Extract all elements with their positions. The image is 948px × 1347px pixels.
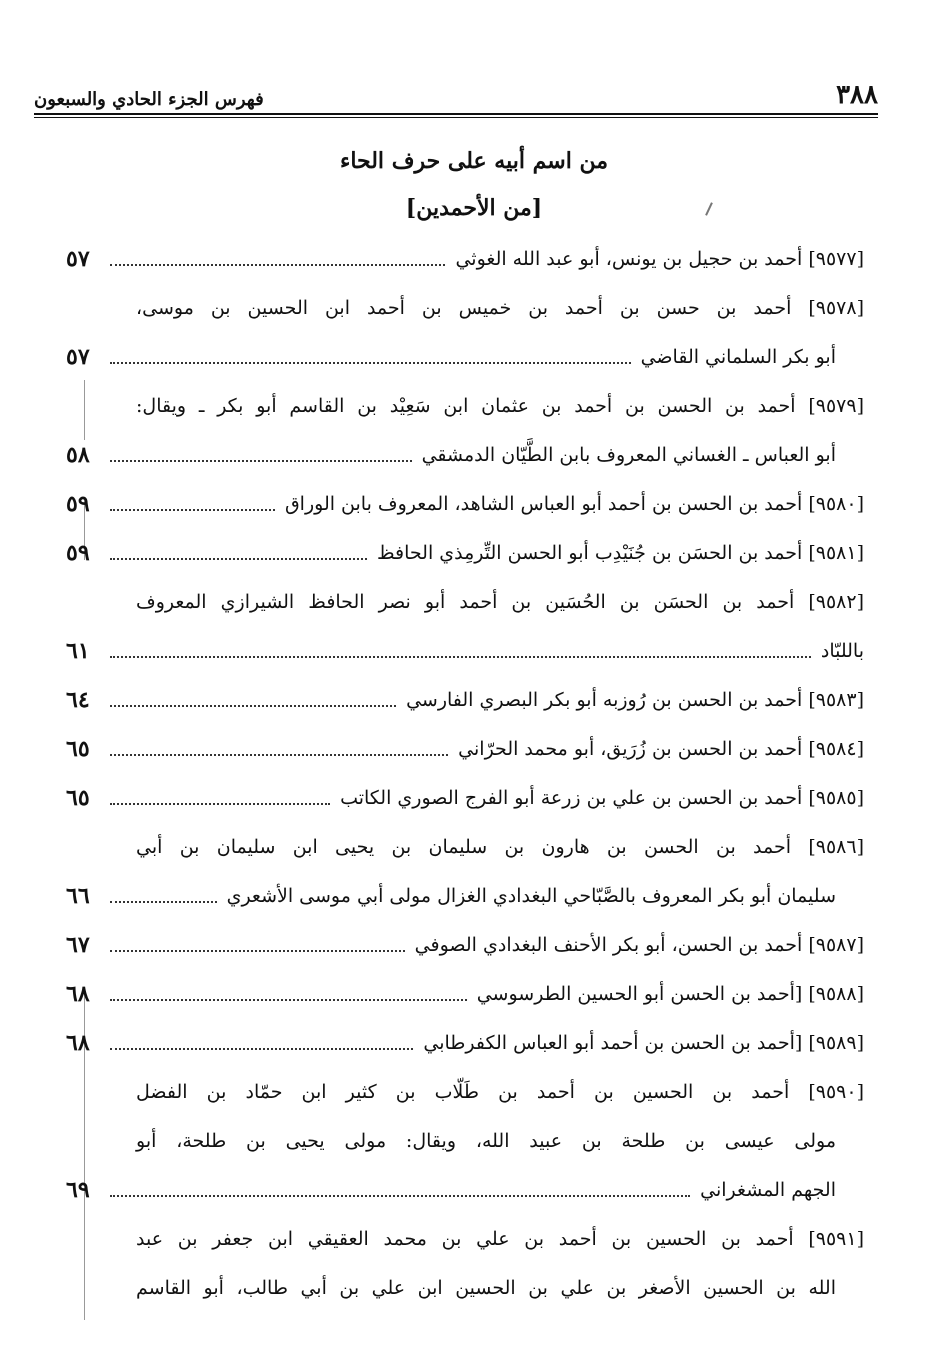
entry-page: ٦٨ [66,1030,90,1056]
entry-text: [٩٥٩٠] أحمد بن الحسين بن أحمد بن طَلّاب بن كثير ابن حمّاد بن الفضل [136,1081,864,1103]
index-entry-continuation [66,1170,836,1210]
entry-text: [٩٥٨٢] أحمد بن الحسَن بن الحُسَين بن أحمد أبو نصر الحافظ الشيرازي المعروف [136,591,864,613]
entry-page: ٦٦ [66,883,90,909]
index-entry [66,484,864,524]
dot-leader [110,460,412,462]
section-title: من اسم أبيه على حرف الحاء [339,148,609,174]
entry-text: [٩٥٨١] أحمد بن الحسَن بن جُنَيْدِب أبو الحسن التِّرمِذي الحافظ [377,542,864,564]
dot-leader [110,950,405,952]
entry-text: [٩٥٨٦] أحمد بن الحسن بن هارون بن سليمان بن يحيى ابن سليمان بن أبي [136,836,864,858]
scan-line [84,380,85,440]
entry-page: ٥٧ [66,246,90,272]
entry-text: [٩٥٨٣] أحمد بن الحسن بن رُوزبه أبو بكر البصري الفارسي [406,689,864,711]
header-rule [34,113,878,118]
entry-text: سليمان أبو بكر المعروف بالصَّبّاحي البغدادي الغزال مولى أبي موسى الأشعري [226,885,836,907]
dot-leader [110,509,275,511]
index-entry [66,680,864,720]
dot-leader [110,656,811,658]
index-entry [136,582,864,622]
index-entry [66,778,864,818]
index-entry-continuation [136,1121,836,1161]
entry-page: ٥٩ [66,491,90,517]
dot-leader [110,1048,413,1050]
dot-leader [110,754,448,756]
subsection-title: [من الأحمدين] [405,195,543,221]
index-entry [66,533,864,573]
entry-text: [٩٥٨٥] أحمد بن الحسن بن علي بن زرعة أبو الفرج الصوري الكاتب [340,787,864,809]
index-entry [136,1219,864,1259]
entry-text: باللبّاد [820,640,864,662]
running-title: فهرس الجزء الحادي والسبعون [34,89,264,110]
entry-page: ٦٨ [66,981,90,1007]
dot-leader [110,705,396,707]
entry-text: [٩٥٩١] أحمد بن الحسين بن أحمد بن علي بن محمد العقيقي ابن جعفر بن عبد [136,1228,864,1250]
entry-page: ٥٧ [66,344,90,370]
index-entry [136,288,864,328]
entry-page: ٦١ [66,638,90,664]
index-entry [66,729,864,769]
entry-text: [٩٥٨٠] أحمد بن الحسن بن أحمد أبو العباس الشاهد، المعروف بابن الوراق [284,493,864,515]
dot-leader [110,803,330,805]
index-entry [136,1072,864,1112]
entry-text: مولى عيسى بن طلحة بن عبيد الله، ويقال: مولى يحيى بن طلحة، أبو [136,1130,836,1152]
index-entry [66,1023,864,1063]
page-number: ٣٨٨ [836,80,878,110]
index-entry [66,974,864,1014]
dot-leader [110,1195,690,1197]
entry-page: ٦٥ [66,736,90,762]
entry-page: ٦٥ [66,785,90,811]
entry-page: ٦٩ [66,1177,90,1203]
index-entry [66,239,864,279]
index-entry [136,386,864,426]
entry-page: ٥٨ [66,442,90,468]
index-entry-continuation [66,631,864,671]
index-entry-continuation [136,1268,836,1308]
entry-text: [٩٥٨٤] أحمد بن الحسن بن زُرَيق، أبو محمد الحرّاني [458,738,864,760]
entry-text: [٩٥٧٩] أحمد بن الحسن بن أحمد بن عثمان ابن سَعِيْد بن القاسم أبو بكر ـ ويقال: [136,395,864,417]
entry-page: ٦٧ [66,932,90,958]
entry-text: [٩٥٧٧] أحمد بن حجيل بن يونس، أبو عبد الله الغوثي [455,248,864,270]
index-entry [136,827,864,867]
entry-text: أبو بكر السلماني القاضي [640,346,836,368]
index-entry-continuation [66,337,836,377]
entry-text: [٩٥٧٨] أحمد بن حسن بن أحمد بن خميس بن أحمد ابن الحسين بن موسى، [136,297,864,319]
dot-leader [110,558,367,560]
entry-text: الجهم المشغراني [700,1179,836,1201]
dot-leader [110,362,631,364]
entry-text: [٩٥٨٨] [أحمد بن الحسن أبو الحسين الطرسوسي [476,983,864,1005]
dot-leader [110,901,217,903]
entry-page: ٥٩ [66,540,90,566]
dot-leader [110,264,445,266]
index-entry [66,925,864,965]
entry-page: ٦٤ [66,687,90,713]
index-entry-continuation [66,435,836,475]
dot-leader [110,999,467,1001]
entry-text: [٩٥٨٧] أحمد بن الحسن، أبو بكر الأحنف البغدادي الصوفي [414,934,864,956]
page-header [34,74,878,110]
entry-text: [٩٥٨٩] [أحمد بن الحسن بن أحمد أبو العباس الكفرطابي [423,1032,864,1054]
entry-text: أبو العباس ـ الغساني المعروف بابن الطَّيّان الدمشقي [421,444,836,466]
index-entry-continuation [66,876,836,916]
entry-text: الله بن الحسين الأصغر بن علي بن الحسين ابن علي بن أبي طالب، أبو القاسم [136,1277,836,1299]
